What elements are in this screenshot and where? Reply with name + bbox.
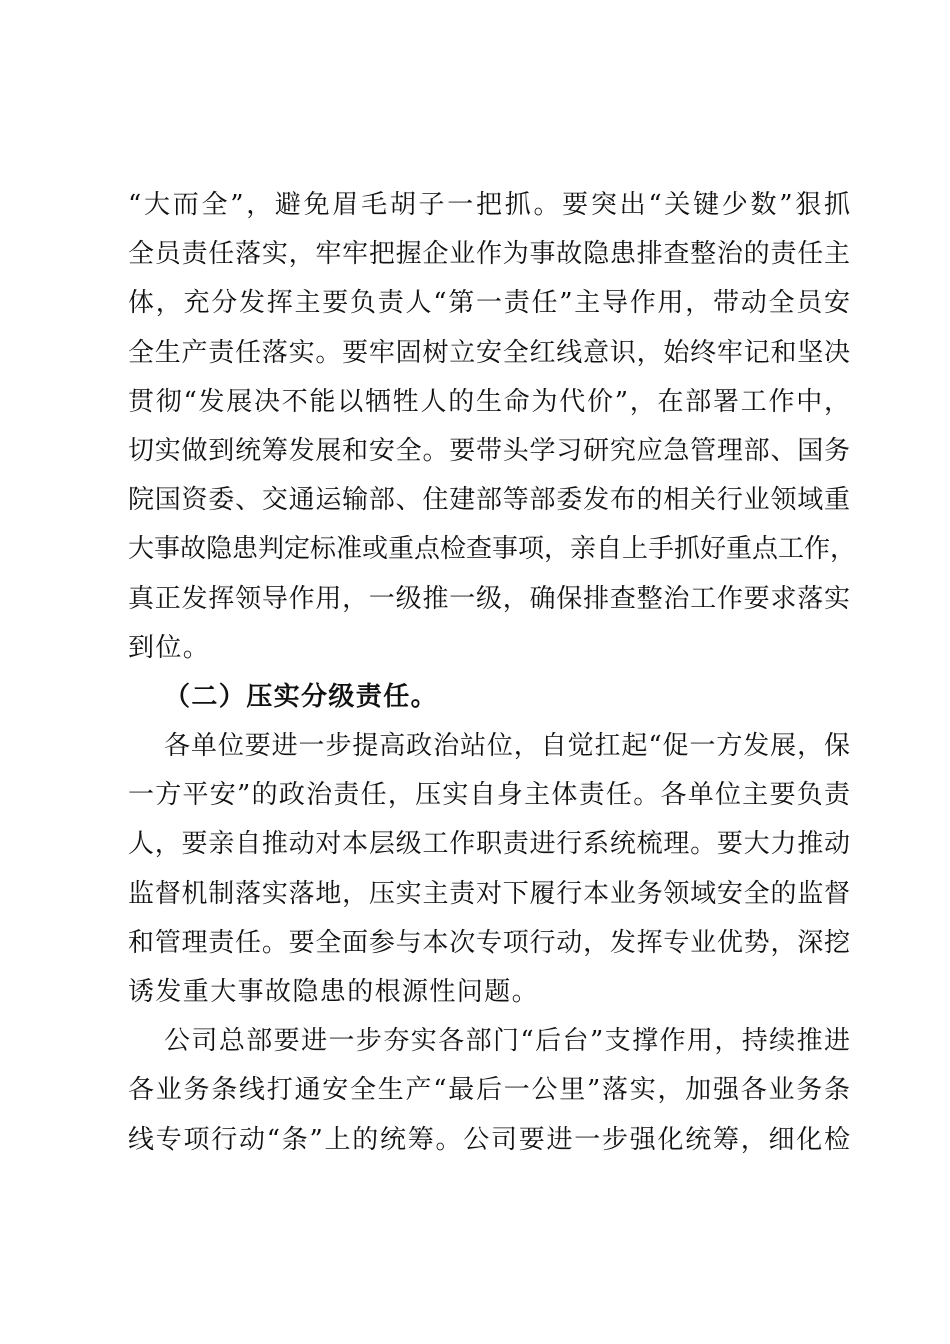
text-line: 体，充分发挥主要负责人“第一责任”主导作用，带动全员安 [128, 288, 850, 319]
document-body [128, 187, 857, 1171]
text-line: 大事故隐患判定标准或重点检查事项，亲自上手抓好重点工作， [128, 534, 857, 565]
text-line: 和管理责任。要全面参与本次专项行动，发挥专业优势，深挖 [128, 927, 850, 958]
text-line: 全员责任落实，牢牢把握企业作为事故隐患排查整治的责任主 [128, 239, 850, 270]
section-heading: （二）压实分级责任。 [164, 681, 439, 712]
text-line: 院国资委、交通运输部、住建部等部委发布的相关行业领域重 [128, 485, 850, 516]
text-line: 监督机制落实落地，压实主责对下履行本业务领域安全的监督 [128, 878, 850, 909]
text-line: 诱发重大事故隐患的根源性问题。 [128, 977, 540, 1007]
text-line: 贯彻“发展决不能以牺牲人的生命为代价”，在部署工作中， [128, 386, 850, 417]
text-line: 各单位要进一步提高政治站位，自觉扛起“促一方发展，保 [164, 731, 850, 762]
text-line: 真正发挥领导作用，一级推一级，确保排查整治工作要求落实 [128, 583, 850, 614]
text-line: 线专项行动“条”上的统筹。公司要进一步强化统筹，细化检 [128, 1124, 850, 1155]
text-line: 切实做到统筹发展和安全。要带头学习研究应急管理部、国务 [128, 435, 850, 466]
text-line: 人，要亲自推动对本层级工作职责进行系统梳理。要大力推动 [128, 829, 850, 860]
text-line: 到位。 [128, 632, 211, 663]
text-line: 各业务条线打通安全生产“最后一公里”落实，加强各业务条 [128, 1075, 850, 1106]
text-line: “大而全”，避免眉毛胡子一把抓。要突出“关键少数”狠抓 [128, 190, 850, 220]
text-line: 一方平安”的政治责任，压实自身主体责任。各单位主要负责 [128, 780, 850, 811]
text-line: 全生产责任落实。要牢固树立安全红线意识，始终牢记和坚决 [128, 337, 850, 368]
text-line: 公司总部要进一步夯实各部门“后台”支撑作用，持续推进 [164, 1026, 850, 1057]
